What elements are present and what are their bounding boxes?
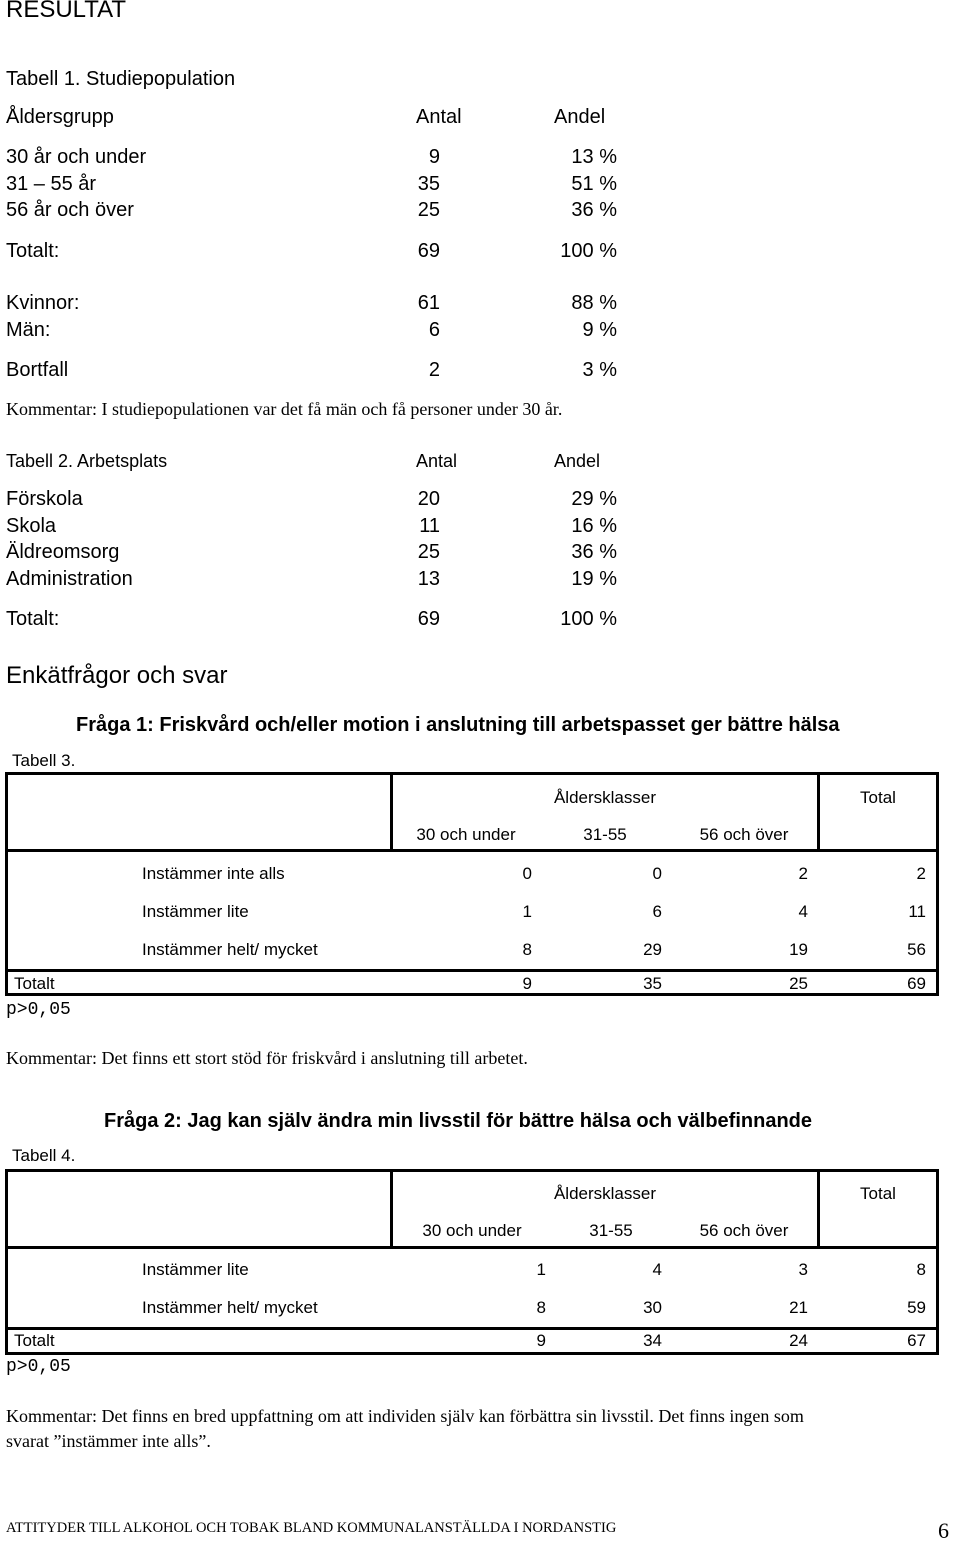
table4-cell-total: 8: [916, 1260, 926, 1279]
table1-gender-label: Män:: [6, 319, 51, 341]
table2-row-label: Förskola: [6, 488, 83, 510]
table1-row-count: 25: [417, 199, 440, 221]
table4-totals-cell: 24: [789, 1331, 808, 1350]
table2-row-label: Äldreomsorg: [6, 541, 120, 563]
table3-label: Tabell 3.: [12, 751, 76, 770]
table4-row-label: Instämmer helt/ mycket: [142, 1298, 318, 1317]
table2-col-share: Andel: [554, 451, 601, 471]
table4-cell: 3: [798, 1260, 808, 1279]
table1-col-share: Andel: [554, 106, 606, 128]
table4-cell: 1: [536, 1260, 546, 1279]
table3-group-header: Åldersklasser: [553, 788, 657, 807]
table2-row-share: 36 %: [571, 541, 617, 563]
table3-cell: 19: [789, 940, 808, 959]
table1-row-share: 36 %: [571, 199, 617, 221]
table4-label: Tabell 4.: [12, 1146, 76, 1165]
table3-comment: Kommentar: Det finns ett stort stöd för friskvård i anslutning till arbetet.: [6, 1048, 528, 1068]
table1-dropout-share: 3 %: [582, 359, 617, 381]
table2-row-label: Administration: [6, 568, 133, 590]
table2-row-count: 25: [417, 541, 440, 563]
table2-total-count: 69: [417, 608, 440, 630]
table3-divider: [5, 849, 939, 852]
table3-age-col: 30 och under: [416, 825, 516, 844]
table4-age-col: 30 och under: [422, 1221, 522, 1240]
table1-row-count: 9: [428, 146, 440, 168]
table3-cell: 0: [522, 864, 532, 883]
table1-dropout-count: 2: [428, 359, 440, 381]
table1-gender-count: 6: [428, 319, 440, 341]
footer-running-title: ATTITYDER TILL ALKOHOL OCH TOBAK BLAND KOMMUNALANSTÄLLDA I NORDANSTIG: [6, 1520, 617, 1536]
table3-cell: 0: [652, 864, 662, 883]
table3-row-label: Instämmer helt/ mycket: [142, 940, 318, 959]
table1-gender-label: Kvinnor:: [6, 292, 80, 314]
table4-totals-cell: 34: [643, 1331, 662, 1350]
table4-totals-cell: 9: [536, 1331, 546, 1350]
table3-age-col: 31-55: [583, 825, 627, 844]
table3-cell-total: 11: [908, 902, 926, 921]
table1-row-count: 35: [417, 173, 440, 195]
table3-totals-cell: 9: [522, 974, 532, 993]
table1-total-label: Totalt:: [6, 240, 60, 262]
table3-cell: 2: [798, 864, 808, 883]
table2-row-count: 11: [419, 515, 440, 537]
table4-comment-line2: svarat ”instämmer inte alls”.: [6, 1431, 211, 1451]
table2-row-count: 20: [417, 488, 440, 510]
table1-row-share: 13 %: [571, 146, 617, 168]
table3-question: Fråga 1: Friskvård och/eller motion i anslutning till arbetspasset ger bättre hälsa: [76, 714, 840, 736]
table3-cell: 1: [522, 902, 532, 921]
page-heading: RESULTAT: [6, 0, 127, 23]
table3-cell: 8: [522, 940, 532, 959]
table2-total-label: Totalt:: [6, 608, 60, 630]
table2-caption: Tabell 2. Arbetsplats: [6, 451, 168, 471]
table2-row-label: Skola: [6, 515, 57, 537]
table4-totals-label: Totalt: [14, 1331, 55, 1350]
table2-row-share: 16 %: [571, 515, 617, 537]
table1-col-group: Åldersgrupp: [6, 106, 114, 128]
table1-comment: Kommentar: I studiepopulationen var det få män och få personer under 30 år.: [6, 399, 563, 419]
table4-divider: [390, 1169, 393, 1247]
table4-cell: 8: [536, 1298, 546, 1317]
table3-totals-total: 69: [907, 974, 926, 993]
table1-dropout-label: Bortfall: [6, 359, 69, 381]
table4-cell: 21: [789, 1298, 808, 1317]
table1-total-count: 69: [417, 240, 440, 262]
table3-totals-cell: 35: [643, 974, 662, 993]
table2-row-share: 29 %: [571, 488, 617, 510]
table1-row-label: 30 år och under: [6, 146, 147, 168]
table1-caption: Tabell 1. Studiepopulation: [6, 68, 236, 90]
table3-pvalue: p>0,05: [6, 1000, 71, 1020]
table1-gender-share: 9 %: [582, 319, 617, 341]
table3-cell-total: 56: [907, 940, 926, 959]
table4-comment-line1: Kommentar: Det finns en bred uppfattning om att individen själv kan förbättra sin livsstil. Det finns ingen som: [6, 1406, 804, 1426]
table3-totals-cell: 25: [789, 974, 808, 993]
table2-col-count: Antal: [416, 451, 458, 471]
table4-question: Fråga 2: Jag kan själv ändra min livsstil för bättre hälsa och välbefinnande: [104, 1110, 813, 1132]
table3-total-header: Total: [860, 788, 896, 807]
table4-cell-total: 59: [907, 1298, 926, 1317]
table3-cell: 4: [798, 902, 808, 921]
table1-total-share: 100 %: [560, 240, 617, 262]
table4-divider: [817, 1169, 820, 1247]
table1-gender-count: 61: [417, 292, 440, 314]
table4-cell: 4: [652, 1260, 662, 1279]
table4-totals-total: 67: [907, 1331, 926, 1350]
table1-row-label: 31 – 55 år: [6, 173, 97, 195]
table3-divider: [5, 969, 939, 972]
table3-divider: [390, 772, 393, 850]
table4-total-header: Total: [860, 1184, 896, 1203]
table3-totals-label: Totalt: [14, 974, 55, 993]
table2-total-share: 100 %: [560, 608, 617, 630]
table1-col-count: Antal: [416, 106, 462, 128]
table3-age-col: 56 och över: [699, 825, 789, 844]
table4-divider: [5, 1246, 939, 1249]
table4-age-col: 31-55: [589, 1221, 633, 1240]
table1-row-label: 56 år och över: [6, 199, 134, 221]
table3-cell: 29: [643, 940, 662, 959]
table3-row-label: Instämmer inte alls: [142, 864, 285, 883]
table4-cell: 30: [643, 1298, 662, 1317]
table3-cell-total: 2: [916, 864, 926, 883]
table4-row-label: Instämmer lite: [142, 1260, 249, 1279]
table4-group-header: Åldersklasser: [553, 1184, 657, 1203]
table4-pvalue: p>0,05: [6, 1357, 71, 1377]
section-title: Enkätfrågor och svar: [6, 662, 228, 689]
table4-age-col: 56 och över: [699, 1221, 789, 1240]
table3-row-label: Instämmer lite: [142, 902, 249, 921]
table2-row-share: 19 %: [571, 568, 617, 590]
table1-gender-share: 88 %: [571, 292, 617, 314]
table3-cell: 6: [652, 902, 662, 921]
table1-row-share: 51 %: [571, 173, 617, 195]
table3-divider: [817, 772, 820, 850]
footer-page-number: 6: [938, 1518, 949, 1543]
table4-divider: [5, 1327, 939, 1330]
table2-row-count: 13: [417, 568, 440, 590]
